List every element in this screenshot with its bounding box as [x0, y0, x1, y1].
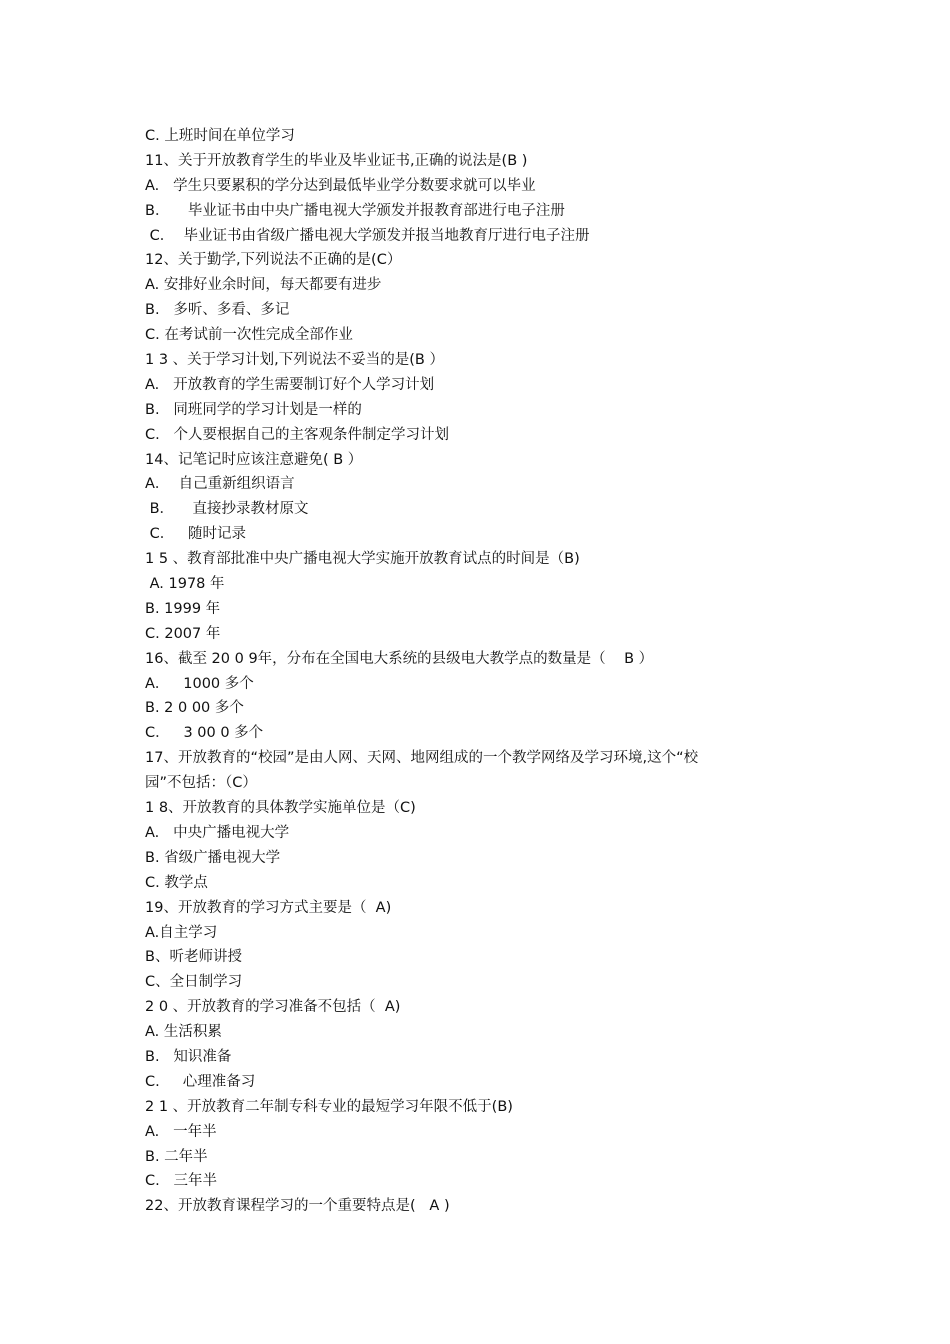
text-line: 22、开放教育课程学习的一个重要特点是( A ) [145, 1198, 450, 1215]
text-line: B. 2 0 00 多个 [145, 700, 244, 717]
text-line: A. 一年半 [145, 1123, 217, 1140]
text-line: A. 安排好业余时间，每天都要有进步 [145, 277, 382, 294]
text-line: A. 开放教育的学生需要制订好个人学习计划 [145, 376, 435, 393]
text-line: A. 中央广播电视大学 [145, 824, 290, 841]
text-line: C. 个人要根据自己的主客观条件制定学习计划 [145, 426, 450, 443]
text-line: A. 1978 年 [145, 576, 225, 593]
text-line: B. 省级广播电视大学 [145, 849, 281, 866]
text-line: 园”不包括：（C） [145, 775, 257, 792]
text-line: 19、开放教育的学习方式主要是（ A) [145, 899, 392, 916]
text-line: C． 3 00 0 多个 [145, 725, 264, 742]
text-line: 17、开放教育的“校园”是由人网、天网、地网组成的一个教学网络及学习环境,这个“校 [145, 750, 699, 767]
text-line: B． 直接抄录教材原文 [145, 501, 309, 518]
text-line: B、听老师讲授 [145, 949, 242, 966]
text-line: 2 1 、开放教育二年制专科专业的最短学习年限不低于(B) [145, 1098, 513, 1115]
text-line: B. 二年半 [145, 1148, 208, 1165]
text-line: 2 0 、开放教育的学习准备不包括（ A) [145, 999, 401, 1016]
text-line: C. 教学点 [145, 874, 208, 891]
text-line: C、全日制学习 [145, 974, 243, 991]
question-list [145, 124, 825, 1219]
text-line: A. 生活积累 [145, 1024, 222, 1041]
text-line: C． 随时记录 [145, 526, 247, 543]
text-line: 12、关于勤学,下列说法不正确的是(C） [145, 252, 402, 269]
text-line: C. 心理准备习 [145, 1073, 256, 1090]
text-line: B. 同班同学的学习计划是一样的 [145, 401, 362, 418]
text-line: B. 多听、多看、多记 [145, 302, 290, 319]
text-line: 16、截至 20 0 9年，分布在全国电大系统的县级电大教学点的数量是（ B ） [145, 650, 654, 667]
text-line: 1 5 、教育部批准中央广播电视大学实施开放教育试点的时间是（B) [145, 551, 580, 568]
text-line: B. 知识准备 [145, 1048, 232, 1065]
text-line: C. 三年半 [145, 1173, 218, 1190]
text-line: C. 在考试前一次性完成全部作业 [145, 327, 353, 344]
text-line: B. 1999 年 [145, 600, 221, 617]
text-line: C． 毕业证书由省级广播电视大学颁发并报当地教育厅进行电子注册 [145, 227, 590, 244]
text-line: A. 学生只要累积的学分达到最低毕业学分数要求就可以毕业 [145, 177, 536, 194]
text-line: C. 上班时间在单位学习 [145, 128, 295, 144]
text-line: A． 1000 多个 [145, 675, 254, 692]
text-line: A.自主学习 [145, 924, 218, 941]
text-line: B． 毕业证书由中央广播电视大学颁发并报教育部进行电子注册 [145, 202, 565, 219]
text-line: 14、记笔记时应该注意避免( B ） [145, 451, 363, 468]
text-line: C. 2007 年 [145, 625, 221, 642]
text-line: A． 自己重新组织语言 [145, 476, 295, 493]
text-line: 1 8、开放教育的具体教学实施单位是（C) [145, 800, 416, 817]
text-line: 1 3 、关于学习计划,下列说法不妥当的是(B ） [145, 352, 444, 369]
text-line: 11、关于开放教育学生的毕业及毕业证书,正确的说法是(B ) [145, 152, 528, 169]
